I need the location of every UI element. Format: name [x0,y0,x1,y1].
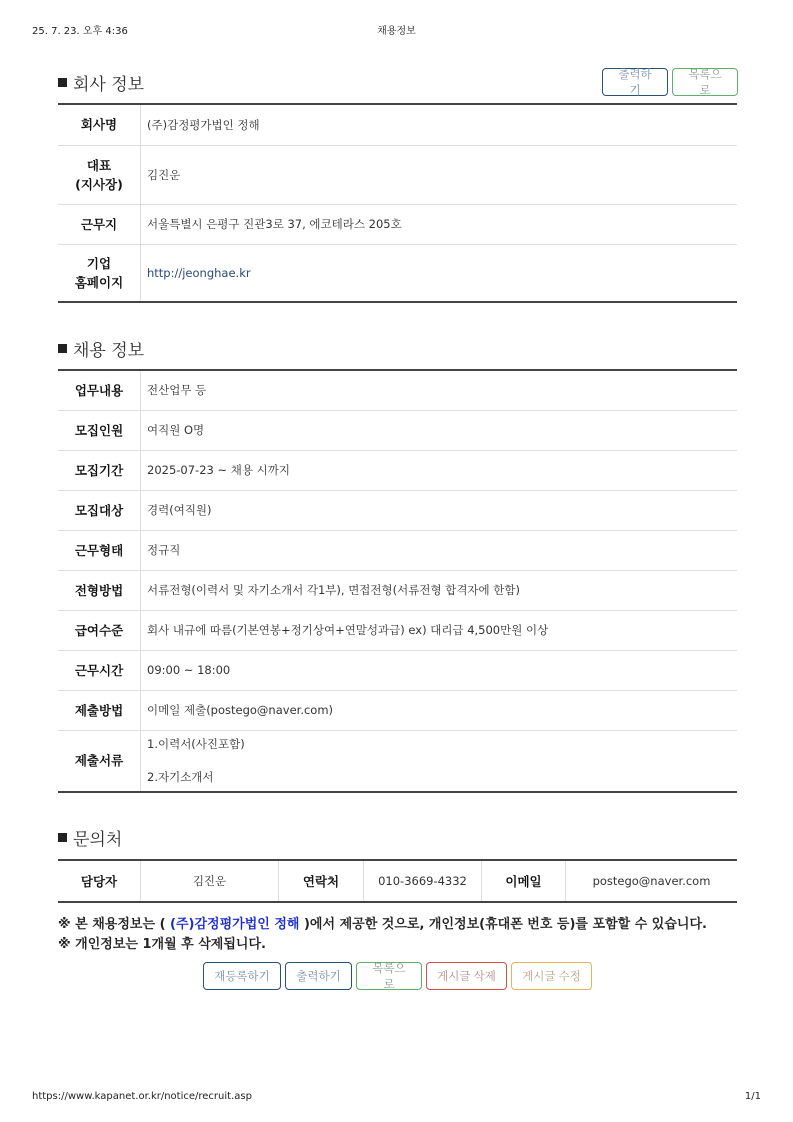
headcount-label: 모집인원 [58,410,141,450]
contact-person-value: 김진운 [141,860,279,902]
period-label: 모집기간 [58,450,141,490]
homepage-label: 기업 홈페이지 [58,244,141,302]
employment-type-value: 정규직 [141,530,738,570]
contact-section-label: 문의처 [73,830,123,850]
recruit-section-title [58,336,144,361]
work-hours-label: 근무시간 [58,650,141,690]
selection-method-label: 전형방법 [58,570,141,610]
recruit-info-table [58,369,737,793]
table-row [58,145,737,204]
recruit-section-label: 채용 정보 [73,341,145,361]
table-row [58,450,737,490]
square-bullet-icon [58,833,67,842]
submit-method-label: 제출방법 [58,690,141,730]
print-page-number: 1/1 [744,1091,761,1102]
salary-value: 회사 내규에 따름(기본연봉+정기상여+연말성과급) ex) 대리급 4,500만원 이상 [141,610,738,650]
table-row [58,104,737,145]
print-datetime: 25. 7. 23. 오후 4:36 [32,26,128,37]
job-description-value: 전산업무 등 [141,370,738,410]
workplace-label: 근무지 [58,204,141,244]
documents-label: 제출서류 [58,730,141,792]
workplace-value: 서울특별시 은평구 진관3로 37, 에코테라스 205호 [141,204,738,244]
privacy-notice-line-2: ※ 개인정보는 1개월 후 삭제됩니다. [58,937,266,952]
homepage-link[interactable]: http://jeonghae.kr [147,265,251,280]
table-row [58,244,737,302]
table-row [58,650,737,690]
table-row [58,860,737,902]
bottom-button-group [203,962,592,990]
company-section-title [58,70,144,95]
contact-person-label: 담당자 [80,874,118,889]
contact-email-label: 이메일 [482,860,566,902]
table-row [58,730,737,792]
company-info-table [58,103,737,303]
company-name-value: (주)감정평가법인 정해 [141,104,738,145]
documents-line-1: 1.이력서(사진포함) [147,737,245,752]
headcount-value: 여직원 O명 [141,410,738,450]
table-row [58,410,737,450]
submit-method-value: 이메일 제출(postego@naver.com) [141,690,738,730]
list-button[interactable]: 목록으로 [672,68,738,96]
notice-company-name: (주)감정평가법인 정해 [170,917,300,932]
ceo-value: 김진운 [141,145,738,204]
contact-phone-value: 010-3669-4332 [364,860,482,902]
company-name-label: 회사명 [58,104,141,145]
contact-email-value: postego@naver.com [566,860,738,902]
contact-phone-label: 연락처 [279,860,364,902]
top-button-group [602,68,738,96]
table-row [58,490,737,530]
reregister-button[interactable]: 재등록하기 [203,962,281,990]
ceo-label: 대표 (지사장) [58,145,141,204]
contact-section-title [58,825,122,850]
table-row [58,570,737,610]
notice-prefix: ※ 본 채용정보는 ( [58,917,171,932]
contact-table [58,859,737,903]
work-hours-value: 09:00 ~ 18:00 [141,650,738,690]
salary-label: 급여수준 [58,610,141,650]
notice-suffix: )에서 제공한 것으로, 개인정보(휴대폰 번호 등)를 포함할 수 있습니다. [299,917,707,932]
employment-type-label: 근무형태 [58,530,141,570]
table-row [58,690,737,730]
list-button-bottom[interactable]: 목록으로 [356,962,422,990]
privacy-notice-line-1 [58,913,707,932]
square-bullet-icon [58,344,67,353]
print-button[interactable]: 출력하기 [602,68,668,96]
print-button-bottom[interactable]: 출력하기 [285,962,352,990]
job-description-label: 업무내용 [58,370,141,410]
print-footer-url: https://www.kapanet.or.kr/notice/recruit.asp [32,1091,252,1102]
delete-post-button[interactable]: 게시글 삭제 [426,962,507,990]
table-row [58,370,737,410]
table-row [58,610,737,650]
period-value: 2025-07-23 ~ 채용 시까지 [141,450,738,490]
target-value: 경력(여직원) [141,490,738,530]
company-section-label: 회사 정보 [73,75,145,95]
documents-line-2: 2.자기소개서 [147,770,214,785]
table-row [58,204,737,244]
print-page-title: 채용정보 [377,26,416,37]
edit-post-button[interactable]: 게시글 수정 [511,962,592,990]
table-row [58,530,737,570]
square-bullet-icon [58,78,67,87]
selection-method-value: 서류전형(이력서 및 자기소개서 각1부), 면접전형(서류전형 합격자에 한함) [141,570,738,610]
target-label: 모집대상 [58,490,141,530]
